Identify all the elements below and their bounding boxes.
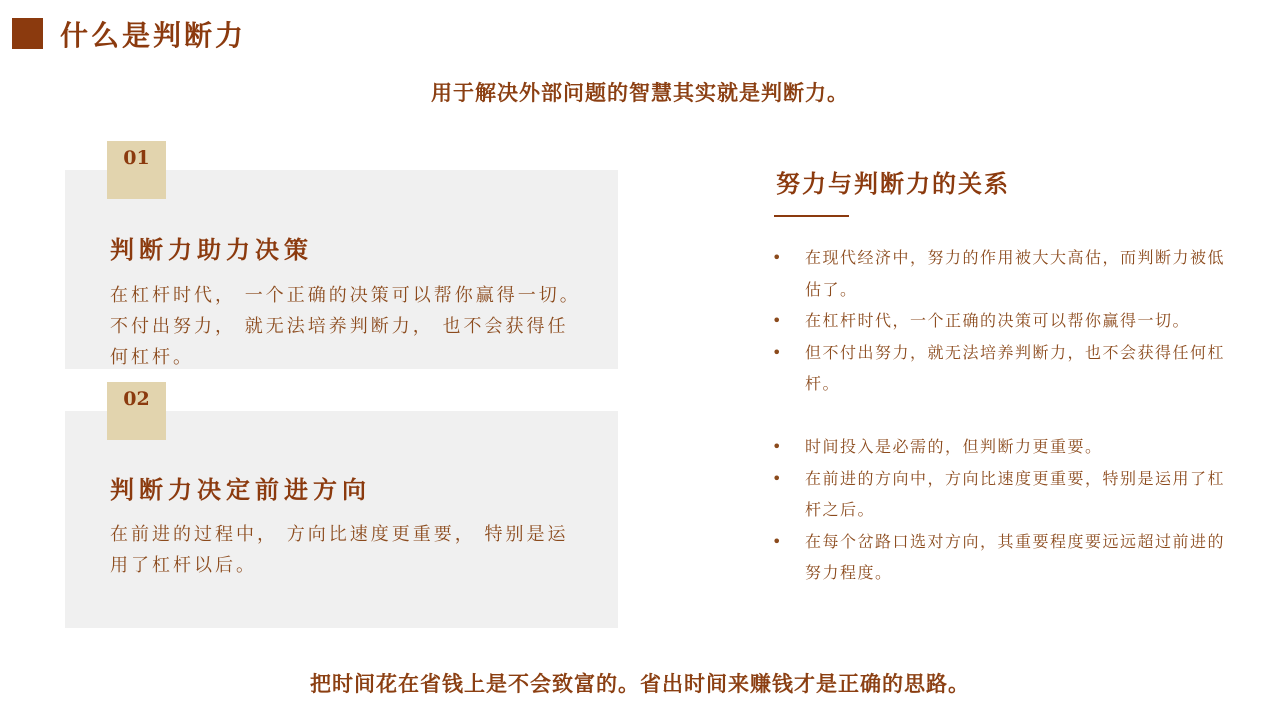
bullet-dot-icon: • — [772, 311, 783, 330]
bullet-text: 在杠杆时代，一个正确的决策可以帮你赢得一切。 — [805, 311, 1191, 330]
title-marker — [12, 18, 43, 49]
footer-statement: 把时间花在省钱上是不会致富的。省出时间来赚钱才是正确的思路。 — [310, 671, 970, 696]
bullet-dot-icon: • — [772, 531, 783, 551]
bullet-item — [770, 526, 1230, 589]
bullet-dot-icon: • — [772, 248, 783, 267]
bullet-text: 在每个岔路口选对方向，其重要程度要远远超过前进的努力程度。 — [805, 531, 1226, 582]
bullet-dot-icon: • — [772, 468, 783, 488]
page-subtitle: 用于解决外部问题的智慧其实就是判断力。 — [431, 80, 849, 105]
bullet-item — [770, 431, 1230, 463]
relation-title: 努力与判断力的关系 — [776, 169, 1010, 198]
bullet-text: 在前进的方向中，方向比速度更重要，特别是运用了杠杆之后。 — [805, 468, 1226, 519]
card-body: 在杠杆时代， 一个正确的决策可以帮你赢得一切。不付出努力， 就无法培养判断力， 也不会获得任何杠杆。 — [110, 285, 581, 368]
relation-divider — [774, 215, 849, 217]
bullet-dot-icon: • — [772, 437, 783, 456]
card-heading: 判断力决定前进方向 — [110, 475, 371, 504]
bullet-item — [770, 463, 1230, 526]
card-heading: 判断力助力决策 — [110, 235, 313, 264]
bullet-item — [770, 242, 1230, 305]
bullet-text: 时间投入是必需的，但判断力更重要。 — [805, 437, 1103, 456]
bullet-text: 在现代经济中，努力的作用被大大高估，而判断力被低估了。 — [805, 248, 1226, 299]
bullet-item — [770, 337, 1230, 400]
page-title: 什么是判断力 — [60, 19, 247, 52]
bullet-item — [770, 305, 1230, 337]
bullet-text: 但不付出努力，就无法培养判断力，也不会获得任何杠杆。 — [805, 342, 1226, 393]
card-number-badge: 01 — [107, 141, 166, 199]
card-body: 在前进的过程中， 方向比速度更重要， 特别是运用了杠杆以后。 — [110, 524, 569, 576]
card-number-badge: 02 — [107, 382, 166, 440]
bullet-dot-icon: • — [772, 342, 783, 362]
relation-bullet-list — [770, 242, 1230, 589]
